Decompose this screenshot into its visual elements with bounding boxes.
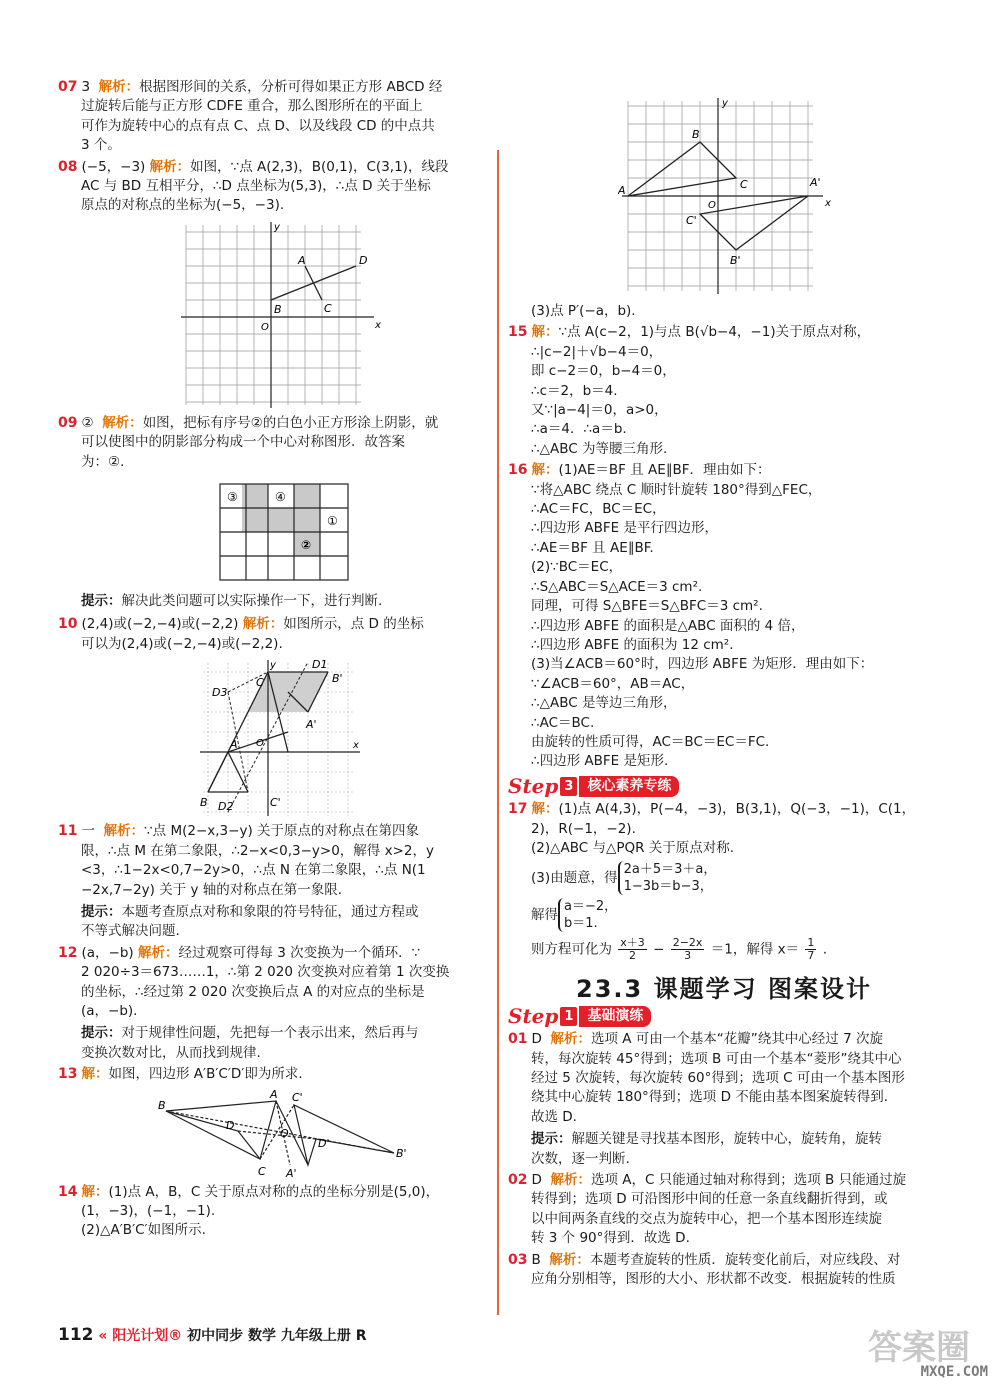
tip-text: 对于规律性问题，先把每一个表示出来，然后再与 [121,1025,419,1042]
watermark-logo: 答案圈 [868,1327,970,1368]
point-label: C [258,1164,266,1178]
text-line: (1，−3)，(−1，−1). [81,1202,216,1219]
point-label: A [618,184,626,197]
question-number: 12 [58,944,78,961]
question-number: 13 [58,1066,78,1083]
text-line: ∴AE＝BF 且 AE∥BF. [531,539,654,556]
equation: b＝1. [564,916,598,932]
analysis-tag: 解析： [550,1031,591,1048]
tip-label: 提示： [531,1131,572,1148]
text-line: (1)AE＝BF 且 AE∥BF．理由如下： [558,462,771,479]
point-label: D [226,1118,235,1132]
left-column [58,78,486,1243]
question-14 [58,1183,486,1241]
coordinate-grid-figure [176,220,486,410]
text-line: ∵点 A(c−2，1)与点 B(√b−4，−1)关于原点对称， [558,324,871,341]
answer: ② [81,414,94,431]
point-label: D [359,253,368,267]
text-line: <3，∴1−2x<0,7−2y>0，∴点 N 在第二象限，∴点 N(1 [81,862,426,879]
text-line: ∴AC＝FC，BC＝EC， [531,501,666,518]
step-number: 1 [560,1007,577,1026]
question-10 [58,615,486,818]
step-3-banner [508,773,940,798]
text-line: (a，−b). [81,1002,138,1019]
tip-text: 不等式解决问题. [81,923,180,940]
tip-text: 解题关键是寻找基本图形，旋转中心，旋转角，旋转 [571,1131,882,1148]
text-line: ∵将△ABC 绕点 C 顺时针旋转 180°得到△FEC， [531,481,822,498]
parallelogram-figure [198,658,486,818]
point-label: A [270,1088,278,1101]
point-label: C [256,676,264,690]
step-word: Step [508,1003,559,1028]
answer: (−5，−3) [81,158,146,175]
point-label: B' [396,1146,407,1160]
text-line: 的坐标，∴经过第 2 020 次变换后点 A 的对应点的坐标是 [81,983,425,1000]
analysis-tag: 解析： [103,823,145,840]
question-number: 01 [508,1031,528,1048]
text-line: 过旋转后能与正方形 CDFE 重合，那么图形所在的平面上 [81,98,423,115]
cell-label: ② [301,538,312,553]
text-line: (3)点 P′(−a，b). [531,303,636,319]
text-line: ∴△ABC 是等边三角形， [531,695,677,712]
fraction [618,937,647,962]
text-line: 即 c−2＝0，b−4＝0， [531,363,676,380]
text-line: (2)∵BC＝EC， [531,559,623,576]
text-line: ∴四边形 ABFE 的面积是△ABC 面积的 4 倍， [531,617,805,634]
text-line: (3)当∠ACB＝60°时，四边形 ABFE 为矩形．理由如下： [531,656,874,673]
solution-tag: 解： [81,1183,109,1200]
text-line: 以中间两条直线的交点为旋转中心，把一个基本图形连续旋 [531,1210,882,1227]
point-label: A' [810,176,821,189]
axis-label-x: x [353,740,359,752]
page-number: 112 [58,1325,94,1345]
denominator: 3 [684,949,692,963]
point-label: B' [332,672,343,686]
tip-text: 解决此类问题可以实际操作一下，进行判断. [121,593,383,610]
question-07 [58,78,486,156]
point-label: B [158,1098,166,1112]
equation: a＝−2， [564,899,618,915]
text-line: 为：②. [81,453,125,470]
question-11 [58,822,486,941]
step-title: 基础演练 [579,1006,651,1027]
solution-tag: 解： [531,324,559,341]
tip-label: 提示： [81,1025,122,1042]
question-number: 02 [508,1172,528,1189]
point-label: D' [318,1136,330,1150]
origin-label: O [280,1126,289,1140]
step-1-banner [508,1003,940,1028]
step-title: 核心素养专练 [579,776,679,797]
text-line: ∴c＝2，b＝4. [531,382,618,399]
question-number: 16 [508,462,528,479]
denominator: 2 [629,949,637,963]
question-number: 08 [58,158,78,175]
numerator: 2−2x [672,936,703,950]
solution-tag: 解： [531,801,559,818]
text-line: ∴|c−2|＋√b−4＝0， [531,343,663,360]
text-line: 限，∴点 M 在第二象限，∴2−x<0,3−y>0，解得 x>2，y [81,842,434,859]
answer: 一 [81,823,95,840]
text-line: ∵∠ACB＝60°，AB＝AC， [531,675,695,692]
fraction [671,937,705,962]
text-line: (2)△ABC 与△PQR 关于原点对称. [531,839,735,856]
text-line: 原点的对称点的坐标为(−5，−3). [81,197,285,214]
question-13 [58,1065,486,1178]
step-number: 3 [560,777,577,796]
tip-text: 变换次数对比，从而找到规律. [81,1044,261,1061]
tip-label: 提示： [81,593,122,610]
answer: B [531,1251,541,1268]
question-09 [58,414,486,612]
point-label: D1 [312,658,328,672]
text-line: 3 个。 [81,137,121,154]
question-02 [508,1171,940,1249]
question-number: 03 [508,1251,528,1268]
answer: D [531,1031,542,1048]
tip-text: 本题考查原点对称和象限的符号特征，通过方程或 [121,903,419,920]
point-label: C' [292,1090,303,1104]
answer: D [531,1172,542,1189]
text-line: 选项 A 可由一个基本“花瓣”绕其中心经过 7 次旋 [590,1031,883,1048]
cell-label: ④ [275,490,286,505]
point-label: C' [686,214,697,227]
text-line: ∴S△ABC＝S△ACE＝3 cm². [531,578,703,595]
analysis-tag: 解析： [242,616,284,633]
text-line: 本题考查旋转的性质．旋转变化前后，对应线段、对 [589,1251,901,1268]
solution-tag: 解： [81,1066,109,1083]
text-line: 2)，R(−1，−2). [531,820,636,837]
question-15 [508,323,940,459]
analysis-tag: 解析： [137,944,179,961]
text-line: 可以使图中的阴影部分构成一个中心对称图形．故答案 [81,434,405,451]
text-line: 经过 5 次旋转，每次旋转 60°得到；选项 C 可由一个基本图形 [531,1070,905,1086]
shaded-squares-figure [218,482,486,582]
question-16 [508,461,940,772]
answer: (2,4)或(−2,−4)或(−2,2) [81,616,239,633]
text-line: 如图，∵点 A(2,3)，B(0,1)，C(3,1)，线段 [190,158,449,175]
section-title: 23.3 课题学习 图案设计 [576,975,872,1004]
cell-label: ① [327,514,338,529]
text-line: 选项 A，C 只能通过轴对称得到；选项 B 只能通过旋 [590,1172,907,1189]
point-label: C [740,178,748,191]
text-line: 由旋转的性质可得，AC＝BC＝EC＝FC. [531,733,770,750]
text-line: 转得到；选项 D 可沿图形中间的任意一条直线翻折得到，或 [531,1191,888,1208]
text-line: 绕其中心旋转 180°得到；选项 D 不能由基本图案旋转得到． [531,1089,898,1106]
solution-system [558,898,617,932]
text-line: ∵点 M(2−x,3−y) 关于原点的对称点在第四象 [144,823,420,840]
text-line: ∴四边形 ABFE 是矩形. [531,753,669,770]
tip-text: 次数，逐一判断. [531,1150,630,1167]
point-label: A' [306,718,317,732]
rotation-quadrilateral-figure [158,1089,486,1179]
chevron-left-icon: « [98,1328,108,1344]
analysis-tag: 解析： [102,414,143,431]
tip-label: 提示： [81,903,122,920]
point-label: D3 [212,686,228,700]
text-line: (1)点 A(4,3)，P(−4，−3)，B(3,1)，Q(−3，−1)，C(1， [558,801,916,818]
book-title: 初中同步 数学 九年级上册 R [187,1328,367,1344]
question-number: 09 [58,414,78,431]
text-line: (1)点 A，B，C 关于原点对称的点的坐标分别是(5,0)， [108,1183,440,1200]
question-number: 10 [58,616,78,633]
text-line: 可作为旋转中心的点有点 C、点 D、以及线段 CD 的中点共 [81,117,435,134]
question-01 [508,1030,940,1169]
point-label: B [692,128,700,141]
question-08 [58,158,486,410]
analysis-tag: 解析： [549,1251,590,1268]
point-label: A' [286,1166,297,1179]
numerator: x＋3 [620,936,645,950]
cell-label: ③ [227,490,238,505]
analysis-tag: 解析： [149,158,191,175]
axis-label-x: x [375,319,381,331]
question-17 [508,800,940,962]
axis-label-y: y [722,98,728,109]
text-line: ∴△ABC 为等腰三角形. [531,440,668,457]
text-line: 则方程可化为 [531,941,612,958]
text-line: ∴四边形 ABFE 的面积为 12 cm². [531,636,734,653]
brand-name: 阳光计划® [112,1328,183,1344]
axis-label-y: y [270,660,276,672]
text-line: 如图，四边形 A′B′C′D′即为所求. [108,1066,303,1083]
analysis-tag: 解析： [98,79,140,95]
question-number: 17 [508,801,528,818]
point-label: A [230,738,238,752]
text-line: . [822,941,828,958]
right-column [508,96,940,1291]
question-number: 07 [58,79,78,95]
point-label: C' [270,796,281,810]
text-line: 故选 D. [531,1108,577,1125]
page-footer [58,1326,367,1346]
text-line: 解得 [531,907,558,924]
question-12 [58,944,486,1063]
point-label: C [324,301,332,315]
answer: 3 [81,79,91,95]
text-line: 转，每次旋转 45°得到；选项 B 可由一个基本“菱形”绕其中心 [531,1050,902,1067]
column-divider [497,150,499,1315]
text-line: 如图，把标有序号②的白色小正方形涂上阴影，就 [142,414,439,431]
rotation-triangle-figure [618,96,940,296]
text-line: ∴四边形 ABFE 是平行四边形， [531,520,718,537]
text-line: 应角分别相等，图形的大小、形状都不改变．根据旋转的性质 [531,1271,896,1288]
equation-system [618,861,717,895]
point-label: B [200,796,208,810]
origin-label: O [256,738,264,750]
text-line: 同理，可得 S△BFE＝S△BFC＝3 cm². [531,598,763,615]
text-line: 如图所示，点 D 的坐标 [283,616,424,633]
axis-label-y: y [274,221,280,233]
fraction [805,937,816,962]
text-line: −2x,7−2y) 关于 y 轴的对称点在第一象限. [81,881,343,898]
axis-label-x: x [825,198,831,209]
origin-label: O [708,200,716,211]
equation: 1−3b＝b−3， [623,879,713,895]
origin-label: O [261,321,269,333]
question-03 [508,1251,940,1290]
analysis-tag: 解析： [550,1172,591,1189]
numerator: 1 [807,936,815,950]
text-line: 根据图形间的关系，分析可得如果正方形 ABCD 经 [139,79,443,95]
answer: (a，−b) [81,944,134,961]
text-line: (3)由题意，得 [531,870,618,887]
text-line: 可以为(2,4)或(−2,−4)或(−2,2). [81,635,283,652]
watermark-site: MXQE.COM [920,1363,988,1380]
question-number: 14 [58,1183,78,1200]
text-line: 转 3 个 90°得到．故选 D. [531,1230,690,1247]
equation: 2a＋5＝3＋a， [623,862,717,878]
denominator: 7 [807,949,815,963]
point-label: A [298,253,306,267]
text-line: AC 与 BD 互相平分，∴D 点坐标为(5,3)，∴点 D 关于坐标 [81,178,431,195]
text-line: ＝1，解得 x＝ [710,941,800,958]
question-number: 11 [58,823,78,840]
point-label: D2 [218,800,234,814]
operator: − [653,941,665,958]
text-line: 2 020÷3＝673……1，∴第 2 020 次变换对应着第 1 次变换 [81,964,450,981]
text-line: 又∵|a−4|＝0，a>0， [531,402,668,419]
text-line: ∴AC＝BC. [531,714,595,731]
solution-tag: 解： [531,462,559,479]
question-number: 15 [508,324,528,341]
text-line: (2)△A′B′C′如图所示. [81,1222,206,1239]
text-line: ∴a＝4．∴a＝b. [531,421,627,438]
step-word: Step [508,773,559,798]
text-line: 经过观察可得每 3 次变换为一个循环．∵ [178,944,421,961]
point-label: B' [730,254,741,267]
point-label: B [274,302,282,316]
